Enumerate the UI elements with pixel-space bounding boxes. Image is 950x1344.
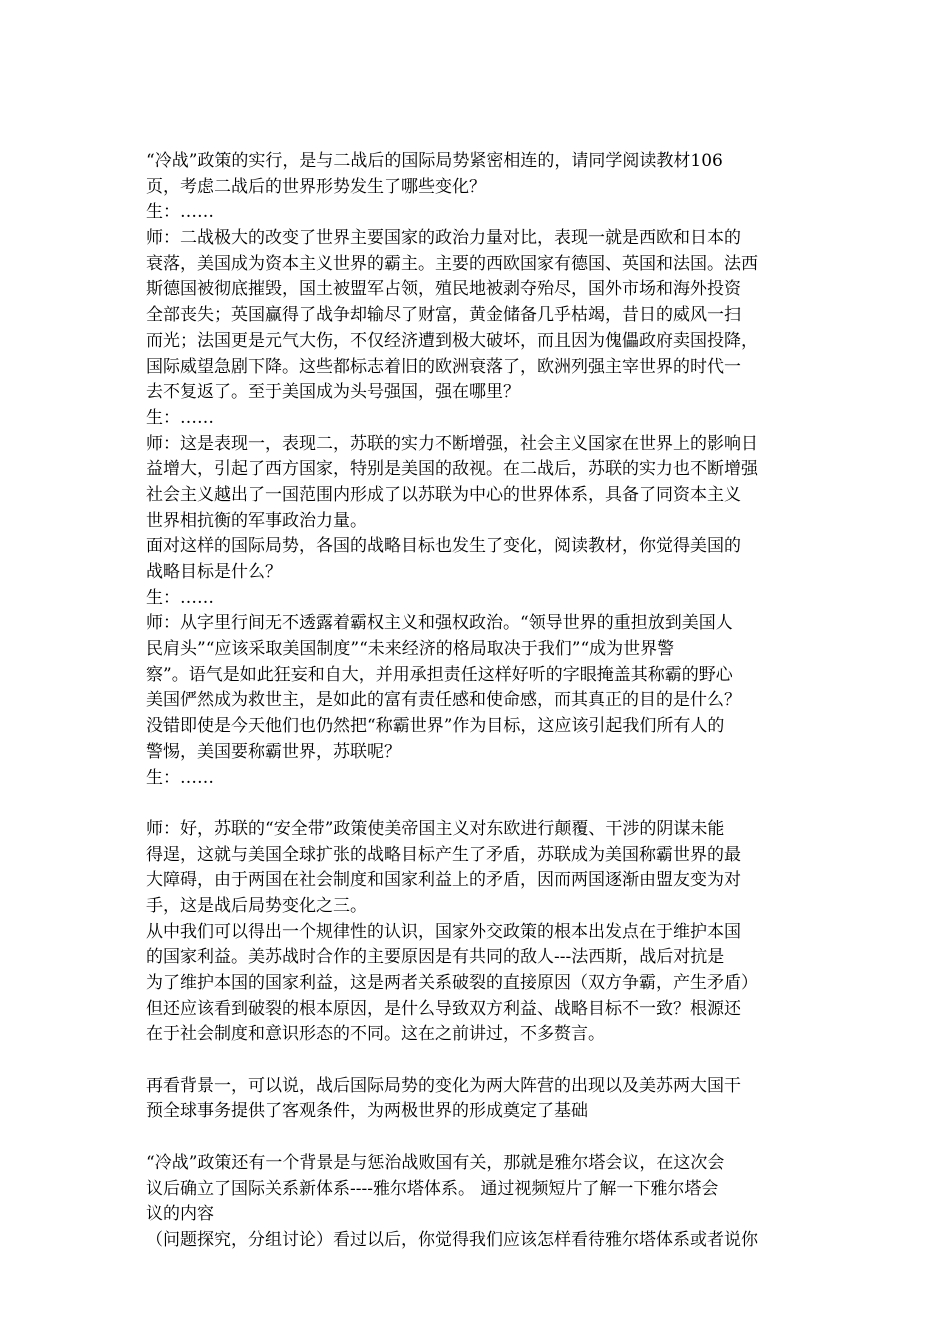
text-line: 预全球事务提供了客观条件，为两极世界的形成奠定了基础: [146, 1101, 588, 1122]
text-line: 页，考虑二战后的世界形势发生了哪些变化？: [146, 176, 486, 197]
text-line: 再看背景一，可以说，战后国际局势的变化为两大阵营的出现以及美苏两大国干: [146, 1075, 741, 1096]
text-line: 衰落，美国成为资本主义世界的霸主。主要的西欧国家有德国、英国和法国。法西: [146, 253, 758, 274]
text-line: 在于社会制度和意识形态的不同。这在之前讲过，不多赘言。: [146, 1024, 605, 1045]
document-body: [146, 149, 806, 1254]
text-line: 民肩头”“应该采取美国制度”“未来经济的格局取决于我们”“成为世界警: [146, 639, 675, 660]
text-line: 生：……: [146, 587, 214, 608]
text-line: 生：……: [146, 767, 214, 788]
text-line: [146, 791, 806, 817]
text-line: 益增大，引起了西方国家，特别是美国的敌视。在二战后，苏联的实力也不断增强: [146, 459, 758, 480]
text-line: 手，这是战后局势变化之三。: [146, 895, 367, 916]
text-line: 国际威望急剧下降。这些都标志着旧的欧洲衰落了，欧洲列强主宰世界的时代一: [146, 356, 741, 377]
text-line: 世界相抗衡的军事政治力量。: [146, 510, 367, 531]
text-line: 师：二战极大的改变了世界主要国家的政治力量对比，表现一就是西欧和日本的: [146, 228, 741, 249]
text-line: 生：……: [146, 407, 214, 428]
text-line: 美国俨然成为救世主，是如此的富有责任感和使命感，而其真正的目的是什么？: [146, 690, 741, 711]
text-line: 没错即使是今天他们也仍然把“称霸世界”作为目标，这应该引起我们所有人的: [146, 716, 725, 737]
text-line: 师：从字里行间无不透露着霸权主义和强权政治。“领导世界的重担放到美国人: [146, 613, 733, 634]
text-line: [146, 1048, 806, 1074]
text-line: （问题探究，分组讨论）看过以后，你觉得我们应该怎样看待雅尔塔体系或者说你: [146, 1229, 758, 1250]
text-line: 从中我们可以得出一个规律性的认识，国家外交政策的根本出发点在于维护本国: [146, 921, 741, 942]
text-line: 为了维护本国的国家利益，这是两者关系破裂的直接原因（双方争霸，产生矛盾）: [146, 973, 758, 993]
text-line: 但还应该看到破裂的根本原因，是什么导致双方利益、战略目标不一致？根源还: [146, 998, 741, 1019]
text-line: 生：……: [146, 202, 214, 223]
text-line: 战略目标是什么？: [146, 562, 282, 582]
text-line: 师：好，苏联的“安全带”政策使美帝国主义对东欧进行颠覆、干涉的阴谋未能: [146, 818, 725, 839]
text-line: 察”。语气是如此狂妄和自大，并用承担责任这样好听的字眼掩盖其称霸的野心: [146, 664, 733, 685]
text-line: 的国家利益。美苏战时合作的主要原因是有共同的敌人---法西斯，战后对抗是: [146, 947, 725, 968]
text-line: 警惕，美国要称霸世界，苏联呢？: [146, 741, 401, 762]
text-line: 斯德国被彻底摧毁，国土被盟军占领，殖民地被剥夺殆尽，国外市场和海外投资: [146, 279, 741, 300]
text-line: 议后确立了国际关系新体系----雅尔塔体系。 通过视频短片了解一下雅尔塔会: [146, 1178, 719, 1199]
text-line: 去不复返了。至于美国成为头号强国，强在哪里？: [146, 382, 520, 403]
text-line: [146, 1125, 806, 1151]
text-line: 全部丧失；英国赢得了战争却输尽了财富，黄金储备几乎枯竭，昔日的威风一扫: [146, 305, 741, 326]
text-line: 得逞，这就与美国全球扩张的战略目标产生了矛盾，苏联成为美国称霸世界的最: [146, 844, 741, 865]
text-line: 师：这是表现一，表现二，苏联的实力不断增强，社会主义国家在世界上的影响日: [146, 433, 758, 454]
text-line: 社会主义越出了一国范围内形成了以苏联为中心的世界体系，具备了同资本主义: [146, 484, 741, 505]
text-line: “冷战”政策的实行，是与二战后的国际局势紧密相连的，请同学阅读教材106: [146, 151, 723, 171]
text-line: “冷战”政策还有一个背景是与惩治战败国有关，那就是雅尔塔会议，在这次会: [146, 1152, 725, 1173]
text-line: 大障碍，由于两国在社会制度和国家利益上的矛盾，因而两国逐渐由盟友变为对: [146, 870, 741, 891]
text-line: 议的内容: [146, 1204, 214, 1225]
text-line: 而光；法国更是元气大伤，不仅经济遭到极大破坏，而且因为傀儡政府卖国投降，: [146, 330, 758, 351]
text-line: 面对这样的国际局势，各国的战略目标也发生了变化，阅读教材，你觉得美国的: [146, 536, 741, 557]
